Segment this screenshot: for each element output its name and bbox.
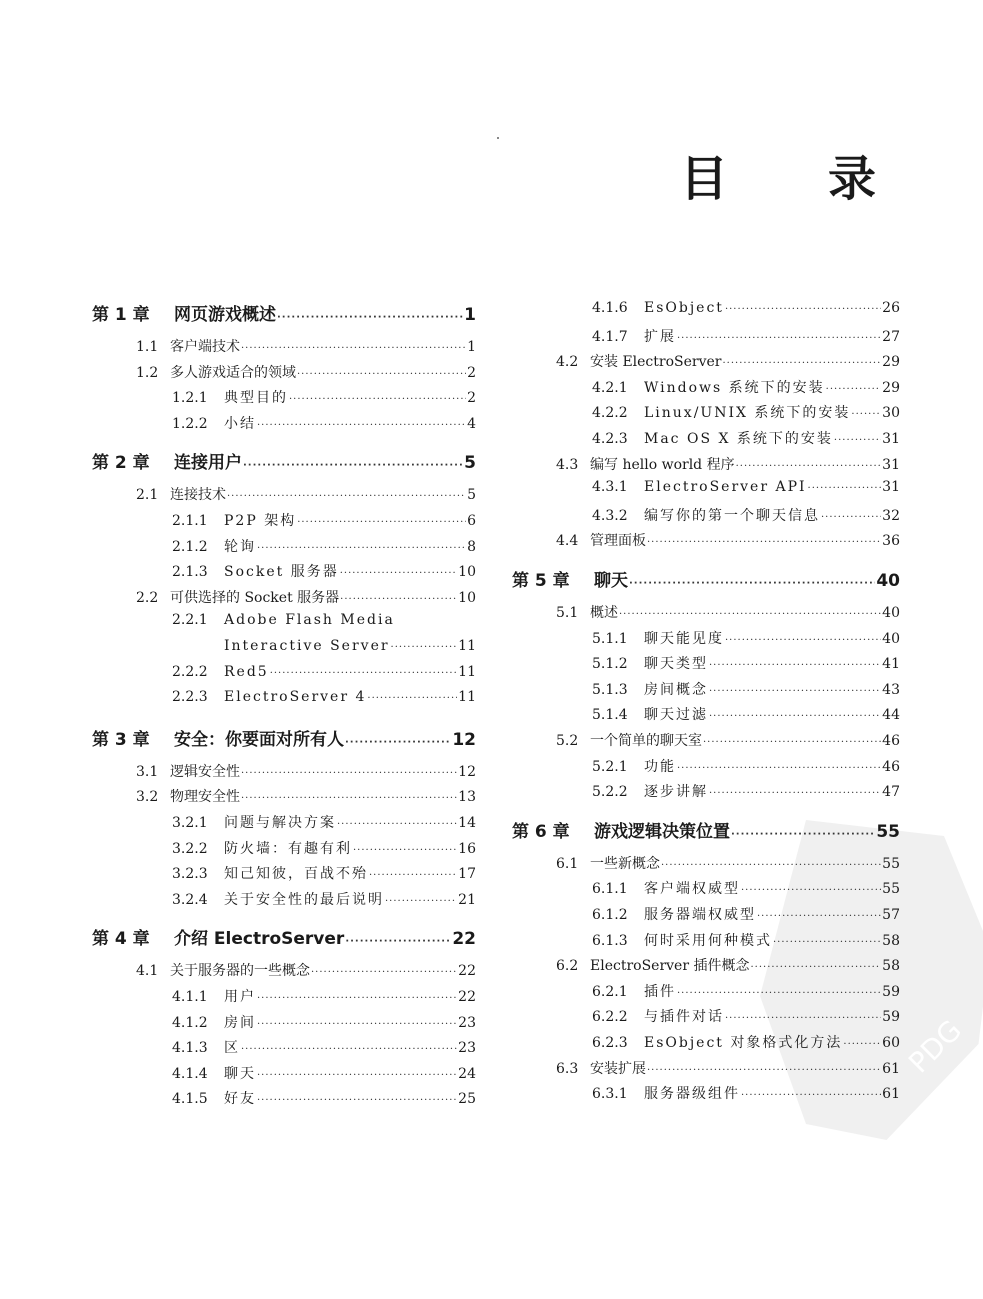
toc-entry-title: 服务器端权威型 <box>644 907 756 923</box>
toc-entry-subsection[interactable] <box>592 1032 900 1056</box>
toc-entry-page: 1 <box>464 305 476 325</box>
toc-entry-number: 6.2.3 <box>592 1035 628 1051</box>
toc-entry-title: 聊天 <box>224 1065 256 1082</box>
toc-entry-title: 编写你的第一个聊天信息 <box>644 507 820 524</box>
toc-entry-subsection[interactable] <box>592 1006 900 1030</box>
toc-entry-section[interactable] <box>136 362 476 386</box>
dot-leader <box>385 896 457 907</box>
toc-entry-page: 46 <box>882 758 900 775</box>
toc-entry-number: 5.2.1 <box>592 758 628 775</box>
toc-entry-subsection[interactable] <box>172 1063 476 1087</box>
toc-entry-subsection[interactable] <box>172 664 476 688</box>
toc-entry-section[interactable] <box>556 530 900 554</box>
toc-entry-number: 4.1 <box>136 963 159 980</box>
toc-entry-section[interactable] <box>556 730 900 754</box>
page-title <box>680 140 876 209</box>
toc-entry-number: 4.1.3 <box>172 1040 208 1057</box>
dot-leader <box>709 660 881 671</box>
toc-entry-page: 23 <box>458 1040 476 1057</box>
toc-entry-page: 10 <box>458 564 476 581</box>
toc-entry-number: 4.3.2 <box>592 507 628 524</box>
dot-leader <box>391 642 458 653</box>
toc-entry-title: 区 <box>224 1040 240 1057</box>
toc-entry-title: 轮询 <box>224 538 256 555</box>
toc-entry-number: 4.2 <box>556 354 579 371</box>
toc-entry-number: 4.3 <box>556 456 579 473</box>
toc-entry-title: 客户端权威型 <box>644 881 740 898</box>
toc-entry-number: 4.3.1 <box>592 479 628 496</box>
toc-entry-number: 2.1 <box>136 487 159 504</box>
toc-entry-page: 59 <box>882 1009 900 1026</box>
toc-entry-title: 连接技术 <box>170 487 226 504</box>
toc-entry-page: 4 <box>467 415 476 432</box>
dot-leader <box>808 483 882 494</box>
dot-leader <box>843 1039 881 1050</box>
toc-entry-subsection[interactable] <box>592 300 900 324</box>
toc-entry-title: 插件 <box>644 983 676 1000</box>
toc-entry-subsection[interactable] <box>592 505 900 529</box>
toc-entry-number: 第 2 章 <box>92 453 150 474</box>
toc-entry-title: 客户端技术 <box>170 339 240 355</box>
dot-leader <box>677 988 881 999</box>
toc-entry-title: 网页游戏概述 <box>174 305 276 325</box>
toc-entry-number: 第 4 章 <box>92 929 150 950</box>
toc-entry-page: 61 <box>882 1086 900 1103</box>
toc-entry-number: 5.1 <box>556 605 579 621</box>
toc-entry-subsection[interactable] <box>172 689 476 713</box>
toc-entry-number: 2.1.2 <box>172 538 208 555</box>
toc-entry-subsection[interactable] <box>172 1012 476 1036</box>
toc-entry-title: 逐步讲解 <box>644 784 708 801</box>
dot-leader <box>677 763 881 774</box>
toc-entry-page: 5 <box>464 453 476 474</box>
toc-entry-page: 44 <box>882 707 900 724</box>
toc-entry-title: 概述 <box>590 605 618 621</box>
dot-leader <box>834 435 881 446</box>
toc-entry-title: 关于服务器的一些概念 <box>170 963 310 980</box>
toc-entry-number: 3.2.1 <box>172 815 208 831</box>
toc-entry-title: Windows 系统下的安装 <box>644 379 825 396</box>
toc-entry-title: 防火墙：有趣有利 <box>224 840 352 857</box>
toc-entry-page: 22 <box>458 989 476 1005</box>
toc-entry-subsection[interactable] <box>592 402 900 426</box>
toc-entry-title: 典型目的 <box>224 390 288 407</box>
toc-entry-subsection[interactable] <box>592 679 900 703</box>
toc-entry-title: 知己知彼，百战不殆 <box>224 866 368 883</box>
dot-leader <box>725 635 881 646</box>
toc-entry-subsection[interactable] <box>172 1037 476 1061</box>
toc-entry-number: 4.4 <box>556 533 579 550</box>
toc-entry-subsection[interactable] <box>172 863 476 887</box>
toc-entry-page: 11 <box>458 663 476 680</box>
toc-entry-subsection[interactable] <box>592 479 900 503</box>
toc-entry-number: 第 3 章 <box>92 729 150 750</box>
dot-leader <box>289 394 466 405</box>
toc-entry-page: 11 <box>458 689 476 706</box>
toc-entry-page: 36 <box>882 533 900 550</box>
dot-leader <box>369 870 457 881</box>
toc-entry-number: 5.2.2 <box>592 784 628 801</box>
toc-entry-title: EsObject <box>644 300 724 316</box>
toc-entry-title: 物理安全性 <box>170 789 240 806</box>
dot-leader <box>647 1065 881 1076</box>
toc-entry-title: P2P 架构 <box>224 513 297 529</box>
toc-entry-title: 小结 <box>224 415 256 432</box>
toc-entry-page: 59 <box>882 983 900 1000</box>
toc-entry-page: 17 <box>458 866 476 883</box>
dot-leader <box>297 369 466 380</box>
toc-entry-page: 47 <box>882 784 900 801</box>
toc-entry-page: 1 <box>467 339 476 355</box>
toc-entry-page: 43 <box>882 681 900 698</box>
dot-leader <box>311 967 457 978</box>
toc-entry-title: Linux/UNIX 系统下的安装 <box>644 405 851 422</box>
toc-entry-page: 40 <box>882 630 900 647</box>
toc-entry-page: 23 <box>458 1014 476 1031</box>
toc-entry-subsection[interactable] <box>172 561 476 585</box>
toc-entry-page: 6 <box>467 513 476 529</box>
toc-entry-number: 1.1 <box>136 339 159 355</box>
toc-entry-number: 1.2.2 <box>172 415 208 432</box>
toc-entry-section[interactable] <box>136 587 476 611</box>
toc-entry-number: 5.1.3 <box>592 681 628 698</box>
toc-entry-number: 4.2.3 <box>592 431 628 447</box>
toc-entry-subsection[interactable] <box>172 387 476 411</box>
toc-entry-number: 2.2.2 <box>172 663 208 680</box>
toc-entry-title: EsObject 对象格式化方法 <box>644 1035 843 1051</box>
toc-entry-subsection[interactable] <box>592 377 900 401</box>
dot-leader <box>709 686 881 697</box>
toc-entry-number: 6.2.1 <box>592 983 628 1000</box>
dot-leader <box>821 512 881 523</box>
toc-entry-page: 41 <box>882 656 900 673</box>
dot-leader <box>750 962 881 973</box>
toc-entry-section[interactable] <box>136 786 476 810</box>
toc-entry-title: 扩展 <box>644 328 676 345</box>
toc-entry-number: 6.2 <box>556 958 579 975</box>
toc-entry-title: Red5 <box>224 663 269 680</box>
dot-leader <box>345 936 451 947</box>
toc-entry-page: 22 <box>458 963 476 980</box>
toc-entry-page: 31 <box>882 431 900 447</box>
toc-entry-chapter[interactable] <box>92 448 476 472</box>
toc-entry-subsection[interactable] <box>172 889 476 913</box>
toc-entry-subsection[interactable] <box>592 1083 900 1107</box>
toc-entry-number: 1.2 <box>136 364 159 381</box>
dot-leader <box>851 409 881 420</box>
dot-leader <box>757 911 881 922</box>
toc-entry-title: 安装扩展 <box>590 1060 646 1077</box>
toc-entry-title: 好友 <box>224 1091 256 1108</box>
toc-entry-subsection[interactable] <box>172 838 476 862</box>
dot-leader <box>709 788 881 799</box>
dot-leader <box>257 420 466 431</box>
toc-entry-number: 4.1.2 <box>172 1014 208 1031</box>
toc-entry-title: 与插件对话 <box>644 1009 724 1026</box>
dot-leader <box>241 768 457 779</box>
toc-entry-section[interactable] <box>136 484 476 508</box>
toc-entry-title: Socket 服务器 <box>224 564 339 581</box>
toc-entry-page: 30 <box>882 405 900 422</box>
toc-entry-title: 逻辑安全性 <box>170 763 240 780</box>
toc-entry-page: 55 <box>882 855 900 872</box>
dot-leader <box>709 711 881 722</box>
toc-entry-number: 2.2.1 <box>172 612 208 629</box>
dot-leader <box>367 693 457 704</box>
toc-entry-page: 40 <box>882 605 900 621</box>
dot-leader <box>736 461 882 472</box>
toc-entry-chapter[interactable] <box>92 725 476 749</box>
toc-entry-page: 55 <box>882 881 900 898</box>
toc-entry-subsection[interactable] <box>592 781 900 805</box>
toc-entry-page: 10 <box>458 589 476 606</box>
dot-leader <box>345 737 451 748</box>
dot-leader <box>725 1013 881 1024</box>
toc-entry-subsection-cont[interactable] <box>172 638 476 662</box>
toc-entry-subsection[interactable] <box>592 428 900 452</box>
dot-leader <box>257 1070 457 1081</box>
toc-entry-number: 2.1.1 <box>172 513 208 529</box>
toc-entry-title: 聊天类型 <box>644 656 708 673</box>
dot-leader <box>241 1044 457 1055</box>
toc-entry-page: 8 <box>467 538 476 555</box>
toc-entry-page: 2 <box>467 390 476 407</box>
toc-entry-subsection[interactable] <box>592 756 900 780</box>
dot-leader <box>731 829 875 840</box>
toc-entry-chapter[interactable] <box>512 566 900 590</box>
toc-entry-number: 4.1.5 <box>172 1091 208 1108</box>
toc-entry-page: 61 <box>882 1060 900 1077</box>
dot-leader <box>227 491 466 502</box>
toc-entry-page: 57 <box>882 907 900 923</box>
toc-entry-number: 6.1.1 <box>592 881 628 898</box>
toc-entry-subsection[interactable] <box>592 326 900 350</box>
toc-entry-page: 11 <box>458 638 476 654</box>
dot-leader <box>270 668 457 679</box>
toc-entry-number: 4.1.1 <box>172 989 208 1005</box>
toc-entry-number: 5.1.4 <box>592 707 628 724</box>
toc-entry-number: 5.1.1 <box>592 630 628 647</box>
toc-entry-title: 介绍 ElectroServer <box>174 929 345 950</box>
dot-leader <box>647 537 881 548</box>
dot-leader <box>773 937 881 948</box>
dot-leader <box>703 737 881 748</box>
dot-leader <box>241 343 466 354</box>
toc-entry-title: Interactive Server <box>224 638 390 654</box>
toc-entry-page: 55 <box>876 821 900 842</box>
toc-entry-title: 用户 <box>224 989 256 1005</box>
toc-entry-number: 6.2.2 <box>592 1009 628 1026</box>
toc-entry-section[interactable] <box>556 602 900 626</box>
toc-entry-subsection[interactable] <box>172 612 476 636</box>
toc-entry-page: 21 <box>458 891 476 908</box>
toc-entry-subsection[interactable] <box>592 930 900 954</box>
toc-entry-chapter[interactable] <box>512 817 900 841</box>
dot-leader <box>826 384 882 395</box>
toc-entry-section[interactable] <box>136 960 476 984</box>
toc-entry-number: 2.1.3 <box>172 564 208 581</box>
toc-entry-chapter[interactable] <box>92 924 476 948</box>
toc-entry-title: ElectroServer 4 <box>224 689 367 706</box>
toc-entry-title: 何时采用何种模式 <box>644 932 772 949</box>
toc-entry-subsection[interactable] <box>172 812 476 836</box>
toc-entry-title: 一个简单的聊天室 <box>590 733 702 749</box>
toc-entry-page: 31 <box>882 479 900 496</box>
toc-entry-title: 编写 hello world 程序 <box>590 456 735 473</box>
dot-leader <box>725 304 881 315</box>
toc-entry-section[interactable] <box>556 1058 900 1082</box>
dot-leader <box>277 312 463 323</box>
toc-entry-number: 4.2.2 <box>592 405 628 422</box>
dot-leader <box>677 333 881 344</box>
toc-entry-title: 聊天能见度 <box>644 630 724 647</box>
dot-leader <box>741 1090 881 1101</box>
watermark-text: PDG <box>902 1013 969 1080</box>
toc-entry-page: 29 <box>882 354 900 371</box>
dot-leader <box>722 358 881 369</box>
toc-entry-title: 聊天过滤 <box>644 707 708 724</box>
dot-leader <box>257 993 457 1004</box>
toc-entry-number: 3.2.3 <box>172 866 208 883</box>
toc-entry-number: 4.1.6 <box>592 300 628 316</box>
toc-entry-number: 4.1.7 <box>592 328 628 345</box>
toc-entry-page: 31 <box>882 456 900 473</box>
toc-entry-number: 6.3 <box>556 1060 579 1077</box>
toc-entry-page: 29 <box>882 379 900 396</box>
toc-entry-title: 多人游戏适合的领域 <box>170 364 296 381</box>
toc-entry-number: 6.1.3 <box>592 932 628 949</box>
toc-entry-chapter[interactable] <box>92 300 476 324</box>
toc-entry-title: 管理面板 <box>590 533 646 550</box>
toc-entry-title: 问题与解决方案 <box>224 815 336 831</box>
toc-entry-number: 2.2 <box>136 589 159 606</box>
toc-entry-number: 4.2.1 <box>592 379 628 396</box>
toc-entry-page: 58 <box>882 932 900 949</box>
dot-leader <box>661 860 881 871</box>
toc-entry-section[interactable] <box>556 351 900 375</box>
toc-entry-page: 60 <box>882 1035 900 1051</box>
toc-entry-title: 安全：你要面对所有人 <box>174 729 344 750</box>
toc-entry-number: 6.1 <box>556 855 579 872</box>
toc-entry-section[interactable] <box>556 454 900 478</box>
dot-leader <box>741 885 881 896</box>
toc-entry-page: 32 <box>882 507 900 524</box>
toc-entry-number: 1.2.1 <box>172 390 208 407</box>
toc-entry-title: 连接用户 <box>174 453 242 474</box>
toc-entry-subsection[interactable] <box>592 904 900 928</box>
toc-entry-title: 游戏逻辑决策位置 <box>594 821 730 842</box>
toc-entry-number: 4.1.4 <box>172 1065 208 1082</box>
toc-entry-number: 3.2.4 <box>172 891 208 908</box>
dot-leader <box>619 609 881 620</box>
dot-leader <box>340 594 457 605</box>
toc-entry-number: 6.3.1 <box>592 1086 628 1103</box>
toc-entry-number: 第 5 章 <box>512 571 570 591</box>
toc-entry-subsection[interactable] <box>172 536 476 560</box>
toc-entry-page: 12 <box>458 763 476 780</box>
toc-entry-section[interactable] <box>556 853 900 877</box>
toc-entry-section[interactable] <box>136 336 476 360</box>
toc-entry-number: 3.2.2 <box>172 840 208 857</box>
toc-entry-number: 5.1.2 <box>592 656 628 673</box>
toc-entry-title: 安装 ElectroServer <box>590 354 722 371</box>
toc-entry-subsection[interactable] <box>172 1088 476 1112</box>
toc-entry-page: 24 <box>458 1065 476 1082</box>
toc-entry-title: Mac OS X 系统下的安装 <box>644 431 833 447</box>
toc-entry-number: 2.2.3 <box>172 689 208 706</box>
dot-leader <box>297 517 466 528</box>
toc-entry-page: 27 <box>882 328 900 345</box>
toc-entry-title: 关于安全性的最后说明 <box>224 891 384 908</box>
toc-entry-page: 46 <box>882 733 900 749</box>
toc-entry-subsection[interactable] <box>592 878 900 902</box>
toc-entry-section[interactable] <box>136 761 476 785</box>
toc-entry-title: ElectroServer 插件概念 <box>590 958 750 975</box>
toc-entry-subsection[interactable] <box>592 981 900 1005</box>
toc-entry-section[interactable] <box>556 955 900 979</box>
dot-leader <box>353 845 457 856</box>
title-char-2: 录 <box>828 151 877 207</box>
toc-entry-title: 聊天 <box>594 571 628 591</box>
toc-entry-page: 40 <box>876 571 900 591</box>
toc-entry-page: 22 <box>452 929 476 950</box>
toc-entry-page: 58 <box>882 958 900 975</box>
dot-leader <box>337 819 457 830</box>
toc-entry-subsection[interactable] <box>172 986 476 1010</box>
toc-entry-page: 2 <box>467 364 476 381</box>
toc-entry-subsection[interactable] <box>592 704 900 728</box>
toc-entry-page: 12 <box>452 729 476 750</box>
toc-entry-title: 可供选择的 Socket 服务器 <box>170 589 340 606</box>
title-char-1: 目 <box>680 151 729 207</box>
scan-speck <box>497 137 499 139</box>
toc-entry-title: 服务器级组件 <box>644 1086 740 1103</box>
toc-entry-page: 5 <box>467 487 476 504</box>
toc-entry-page: 25 <box>458 1091 476 1108</box>
toc-entry-number: 3.1 <box>136 763 159 780</box>
toc-entry-number: 6.1.2 <box>592 907 628 923</box>
toc-entry-page: 16 <box>458 840 476 857</box>
dot-leader <box>241 793 457 804</box>
toc-entry-subsection[interactable] <box>592 653 900 677</box>
toc-entry-title: Adobe Flash Media <box>224 612 395 629</box>
toc-entry-title: 房间概念 <box>644 681 708 698</box>
dot-leader <box>340 568 457 579</box>
toc-entry-subsection[interactable] <box>592 628 900 652</box>
toc-entry-subsection[interactable] <box>172 413 476 437</box>
toc-entry-title: 功能 <box>644 758 676 775</box>
toc-entry-number: 3.2 <box>136 789 159 806</box>
dot-leader <box>629 578 875 589</box>
toc-entry-number: 第 1 章 <box>92 305 150 325</box>
toc-entry-title: 一些新概念 <box>590 855 660 872</box>
toc-entry-page: 13 <box>458 789 476 806</box>
dot-leader <box>257 1019 457 1030</box>
dot-leader <box>257 543 466 554</box>
dot-leader <box>257 1095 457 1106</box>
toc-entry-number: 5.2 <box>556 733 579 749</box>
dot-leader <box>243 460 463 471</box>
toc-entry-page: 26 <box>882 300 900 316</box>
toc-entry-page: 14 <box>458 815 476 831</box>
toc-entry-subsection[interactable] <box>172 510 476 534</box>
toc-entry-number: 第 6 章 <box>512 821 570 842</box>
toc-entry-title: 房间 <box>224 1014 256 1031</box>
toc-entry-title: ElectroServer API <box>644 479 807 496</box>
